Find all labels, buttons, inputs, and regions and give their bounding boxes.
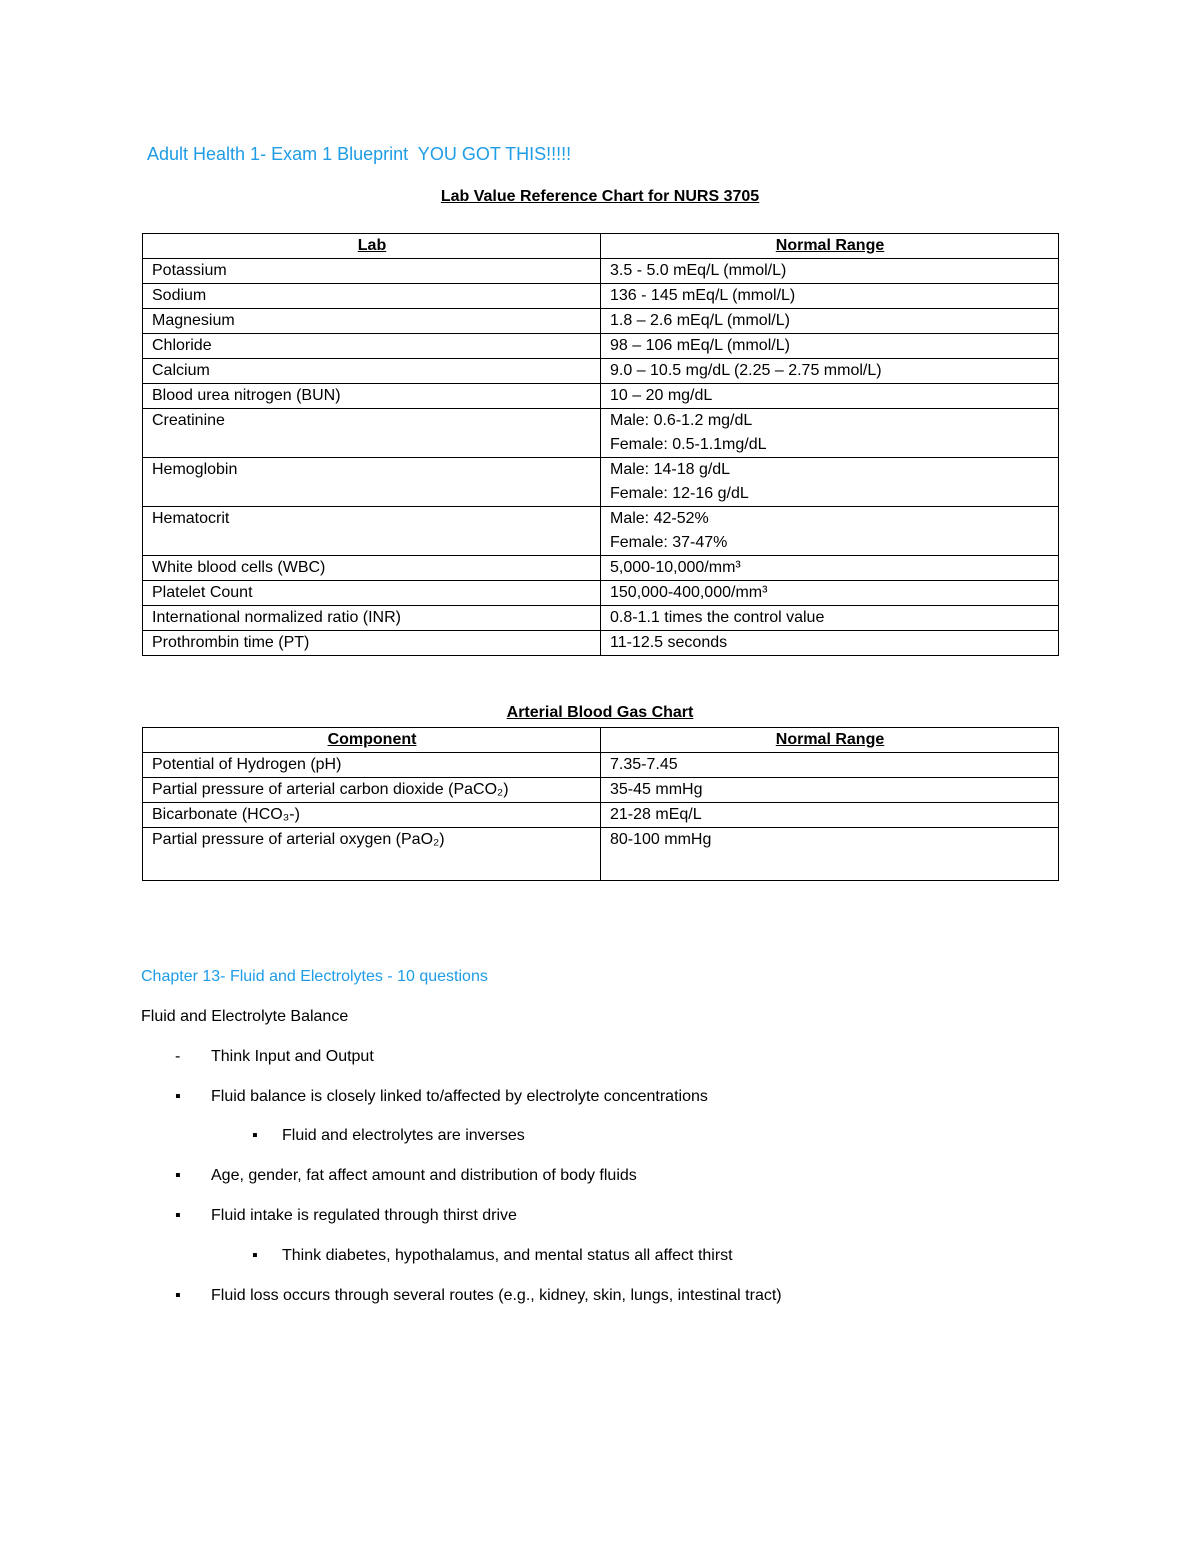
- square-bullet-icon: ▪: [175, 1207, 181, 1224]
- range-female: Female: 0.5-1.1mg/dL: [610, 436, 767, 453]
- lab-value-table: [142, 233, 1059, 656]
- lab-name: Potassium: [143, 259, 601, 284]
- abg-table-caption: Arterial Blood Gas Chart: [506, 704, 694, 721]
- header-normal-range: Normal Range: [601, 234, 1059, 259]
- header-lab: Lab: [143, 234, 601, 259]
- list-item: [175, 1088, 708, 1106]
- lab-range: [601, 409, 1059, 458]
- lab-range: 10 – 20 mg/dL: [601, 384, 1059, 409]
- table-row: [143, 828, 1059, 881]
- lab-name: Hematocrit: [143, 507, 601, 556]
- table-row: [143, 384, 1059, 409]
- table-row: [143, 284, 1059, 309]
- lab-range: 150,000-400,000/mm³: [601, 581, 1059, 606]
- square-bullet-icon: ▪: [175, 1287, 181, 1304]
- lab-name: Platelet Count: [143, 581, 601, 606]
- table-row: [143, 753, 1059, 778]
- table-row: [143, 606, 1059, 631]
- list-item: [175, 1167, 637, 1185]
- lab-range: 1.8 – 2.6 mEq/L (mmol/L): [601, 309, 1059, 334]
- list-item: [252, 1127, 525, 1145]
- list-item-text: Fluid loss occurs through several routes (e.g., kidney, skin, lungs, intestinal tract): [211, 1287, 782, 1304]
- lab-name: White blood cells (WBC): [143, 556, 601, 581]
- table-row: [143, 409, 1059, 458]
- list-item-text: Age, gender, fat affect amount and distribution of body fluids: [211, 1167, 637, 1184]
- component-name: Bicarbonate (HCO₃-): [143, 803, 601, 828]
- header-component: Component: [143, 728, 601, 753]
- square-bullet-icon: ▪: [252, 1127, 258, 1144]
- table-row: [143, 507, 1059, 556]
- lab-name: Chloride: [143, 334, 601, 359]
- table-row: [143, 778, 1059, 803]
- table-row: [143, 359, 1059, 384]
- list-item-text: Think Input and Output: [211, 1048, 374, 1065]
- square-bullet-icon: ▪: [175, 1088, 181, 1105]
- lab-range: 98 – 106 mEq/L (mmol/L): [601, 334, 1059, 359]
- lab-range: 136 - 145 mEq/L (mmol/L): [601, 284, 1059, 309]
- lab-range: 9.0 – 10.5 mg/dL (2.25 – 2.75 mmol/L): [601, 359, 1059, 384]
- lab-name: Magnesium: [143, 309, 601, 334]
- abg-table: [142, 727, 1059, 881]
- lab-range: 5,000-10,000/mm³: [601, 556, 1059, 581]
- lab-name: Sodium: [143, 284, 601, 309]
- list-item-text: Think diabetes, hypothalamus, and mental status all affect thirst: [282, 1247, 733, 1264]
- lab-name: Prothrombin time (PT): [143, 631, 601, 656]
- lab-table-caption: Lab Value Reference Chart for NURS 3705: [440, 188, 760, 205]
- lab-range: [601, 507, 1059, 556]
- table-row: [143, 309, 1059, 334]
- table-row: [143, 334, 1059, 359]
- list-item: [175, 1287, 782, 1305]
- range-male: Male: 42-52%: [610, 510, 709, 527]
- lab-range: [601, 458, 1059, 507]
- component-range: 35-45 mmHg: [601, 778, 1059, 803]
- list-item-text: Fluid intake is regulated through thirst drive: [211, 1207, 517, 1224]
- lab-name: Hemoglobin: [143, 458, 601, 507]
- table-row: [143, 259, 1059, 284]
- table-row: [143, 803, 1059, 828]
- table-header-row: [143, 728, 1059, 753]
- lab-range: 0.8-1.1 times the control value: [601, 606, 1059, 631]
- range-male: Male: 14-18 g/dL: [610, 461, 731, 478]
- list-item: [252, 1247, 733, 1265]
- range-female: Female: 12-16 g/dL: [610, 485, 749, 502]
- list-item-text: Fluid balance is closely linked to/affected by electrolyte concentrations: [211, 1088, 708, 1105]
- component-name: Partial pressure of arterial oxygen (PaO₂): [143, 828, 601, 881]
- list-item-text: Fluid and electrolytes are inverses: [282, 1127, 525, 1144]
- lab-name: Creatinine: [143, 409, 601, 458]
- lab-range: 11-12.5 seconds: [601, 631, 1059, 656]
- component-range: 21-28 mEq/L: [601, 803, 1059, 828]
- table-row: [143, 556, 1059, 581]
- component-name: Partial pressure of arterial carbon dioxide (PaCO₂): [143, 778, 601, 803]
- lab-name: Calcium: [143, 359, 601, 384]
- table-row: [143, 631, 1059, 656]
- header-normal-range: Normal Range: [601, 728, 1059, 753]
- table-header-row: [143, 234, 1059, 259]
- list-item: [175, 1207, 517, 1225]
- component-range: 80-100 mmHg: [601, 828, 1059, 881]
- lab-name: International normalized ratio (INR): [143, 606, 601, 631]
- square-bullet-icon: ▪: [252, 1247, 258, 1264]
- dash-bullet-icon: -: [175, 1048, 181, 1065]
- range-female: Female: 37-47%: [610, 534, 728, 551]
- chapter-subheading: Fluid and Electrolyte Balance: [141, 1008, 349, 1025]
- table-row: [143, 581, 1059, 606]
- list-item: [175, 1048, 374, 1066]
- component-range: 7.35-7.45: [601, 753, 1059, 778]
- lab-range: 3.5 - 5.0 mEq/L (mmol/L): [601, 259, 1059, 284]
- component-name: Potential of Hydrogen (pH): [143, 753, 601, 778]
- table-row: [143, 458, 1059, 507]
- lab-name: Blood urea nitrogen (BUN): [143, 384, 601, 409]
- document-title: Adult Health 1- Exam 1 Blueprint YOU GOT THIS!!!!!: [147, 144, 572, 164]
- chapter-heading: Chapter 13- Fluid and Electrolytes - 10 questions: [141, 968, 488, 985]
- range-male: Male: 0.6-1.2 mg/dL: [610, 412, 753, 429]
- square-bullet-icon: ▪: [175, 1167, 181, 1184]
